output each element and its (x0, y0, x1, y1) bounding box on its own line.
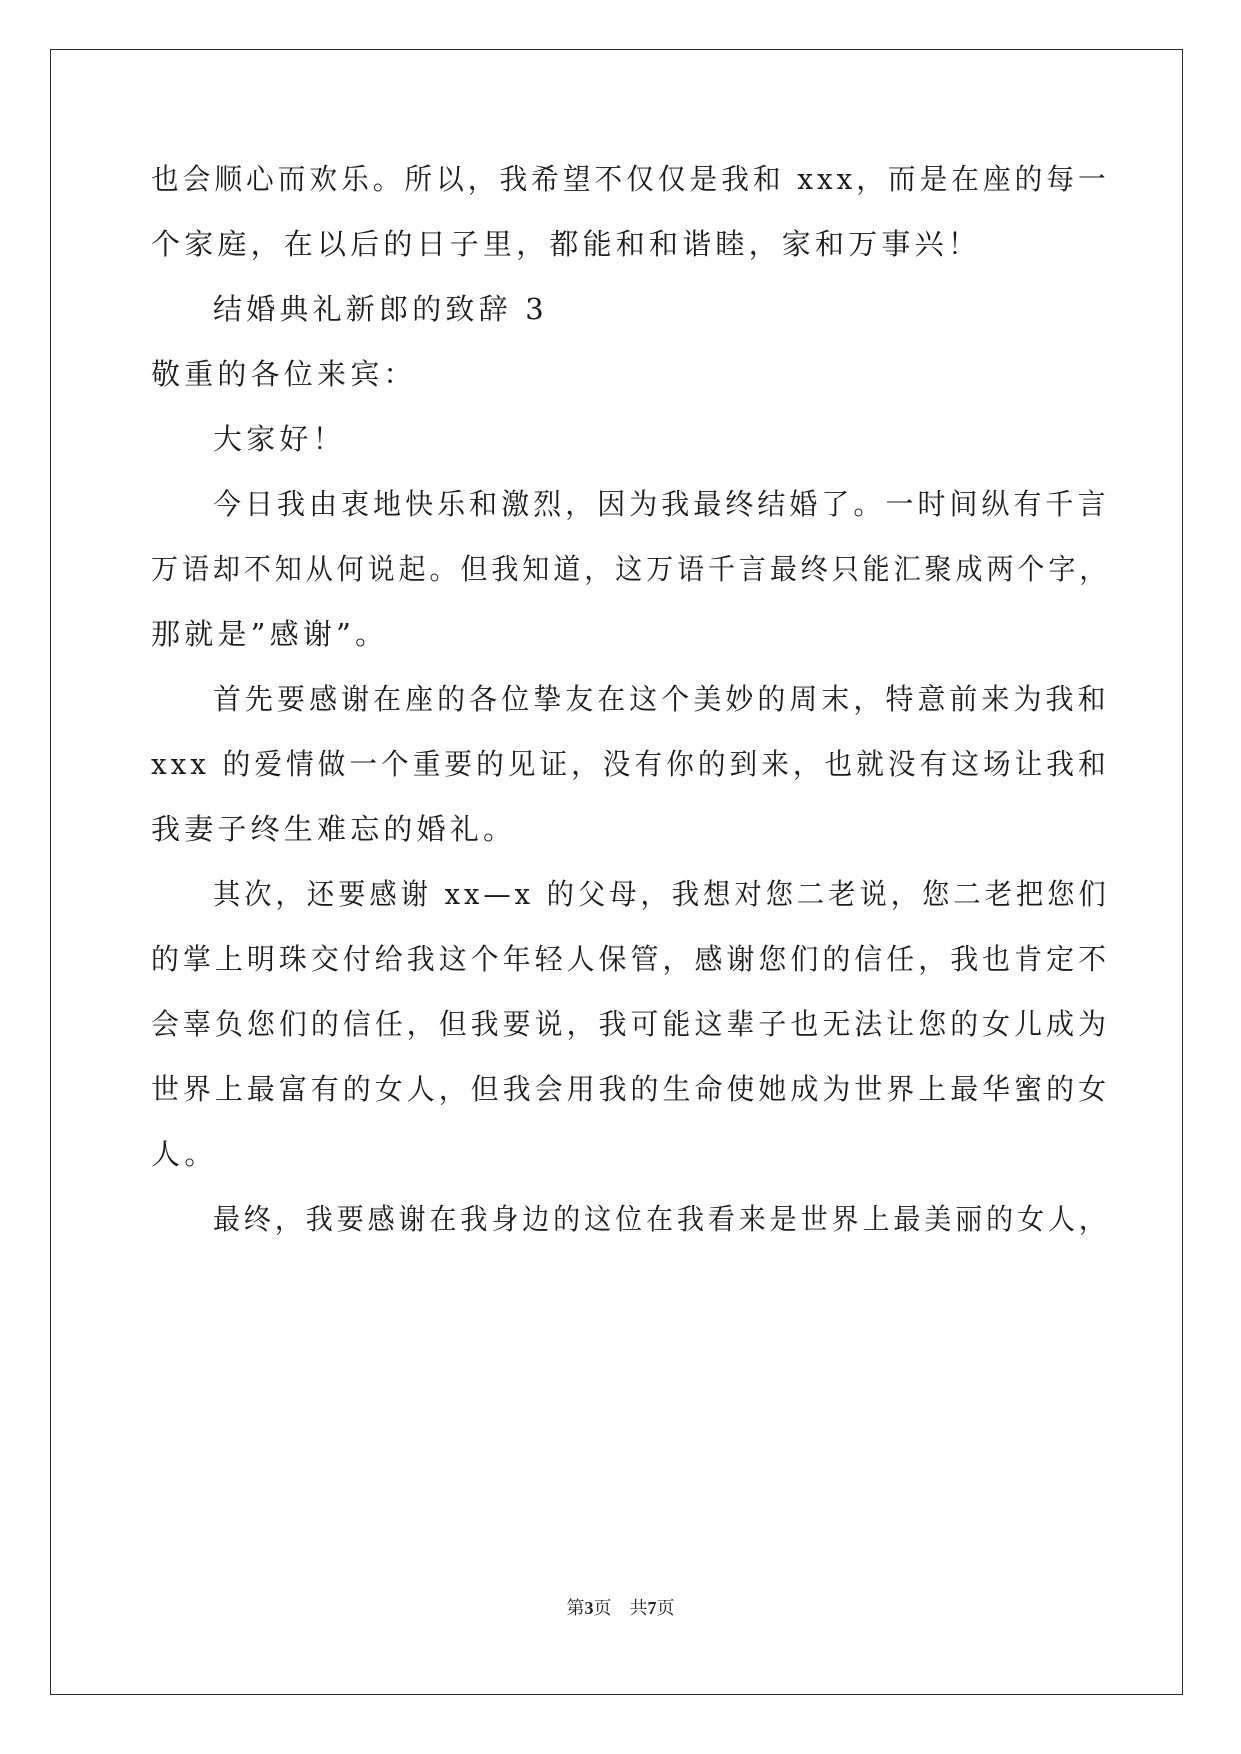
text-line: 会辜负您们的信任，但我要说，我可能这辈子也无法让您的女儿成为 (151, 1007, 1111, 1041)
footer-page-suffix: 页 (593, 1598, 612, 1619)
text-line: 人。 (151, 1137, 218, 1171)
text-line: 个家庭，在以后的日子里，都能和和谐睦，家和万事兴！ (151, 227, 982, 261)
text-line: 最终，我要感谢在我身边的这位在我看来是世界上最美丽的女人， (213, 1202, 1110, 1236)
text-line: 那就是”感谢”。 (151, 617, 389, 651)
footer-prefix: 第 (566, 1598, 585, 1619)
text-line: 也会顺心而欢乐。所以，我希望不仅仅是我和 xxx，而是在座的每一 (151, 162, 1110, 196)
text-line: 其次，还要感谢 xx—x 的父母，我想对您二老说，您二老把您们 (213, 877, 1110, 911)
section-title: 结婚典礼新郎的致辞 3 (213, 292, 548, 326)
text-line: 万语却不知从何说起。但我知道，这万语千言最终只能汇聚成两个字， (151, 552, 1111, 586)
greeting: 大家好！ (213, 422, 346, 456)
text-line: 世界上最富有的女人，但我会用我的生命使她成为世界上最华蜜的女 (151, 1072, 1111, 1106)
text-line: 我妻子终生难忘的婚礼。 (151, 812, 517, 846)
total-pages: 7 (647, 1598, 657, 1618)
text-line: 今日我由衷地快乐和激烈，因为我最终结婚了。一时间纵有千言 (213, 487, 1110, 521)
page-footer (0, 1596, 1241, 1621)
footer-total-suffix: 页 (656, 1598, 675, 1619)
text-line: xxx 的爱情做一个重要的见证，没有你的到来，也就没有这场让我和 (151, 747, 1110, 781)
text-line: 首先要感谢在座的各位挚友在这个美妙的周末，特意前来为我和 (213, 682, 1110, 716)
footer-total-prefix: 共 (629, 1598, 648, 1619)
page-number: 3 (584, 1598, 594, 1618)
text-line: 的掌上明珠交付给我这个年轻人保管，感谢您们的信任，我也肯定不 (151, 942, 1111, 976)
salutation: 敬重的各位来宾： (151, 357, 417, 391)
